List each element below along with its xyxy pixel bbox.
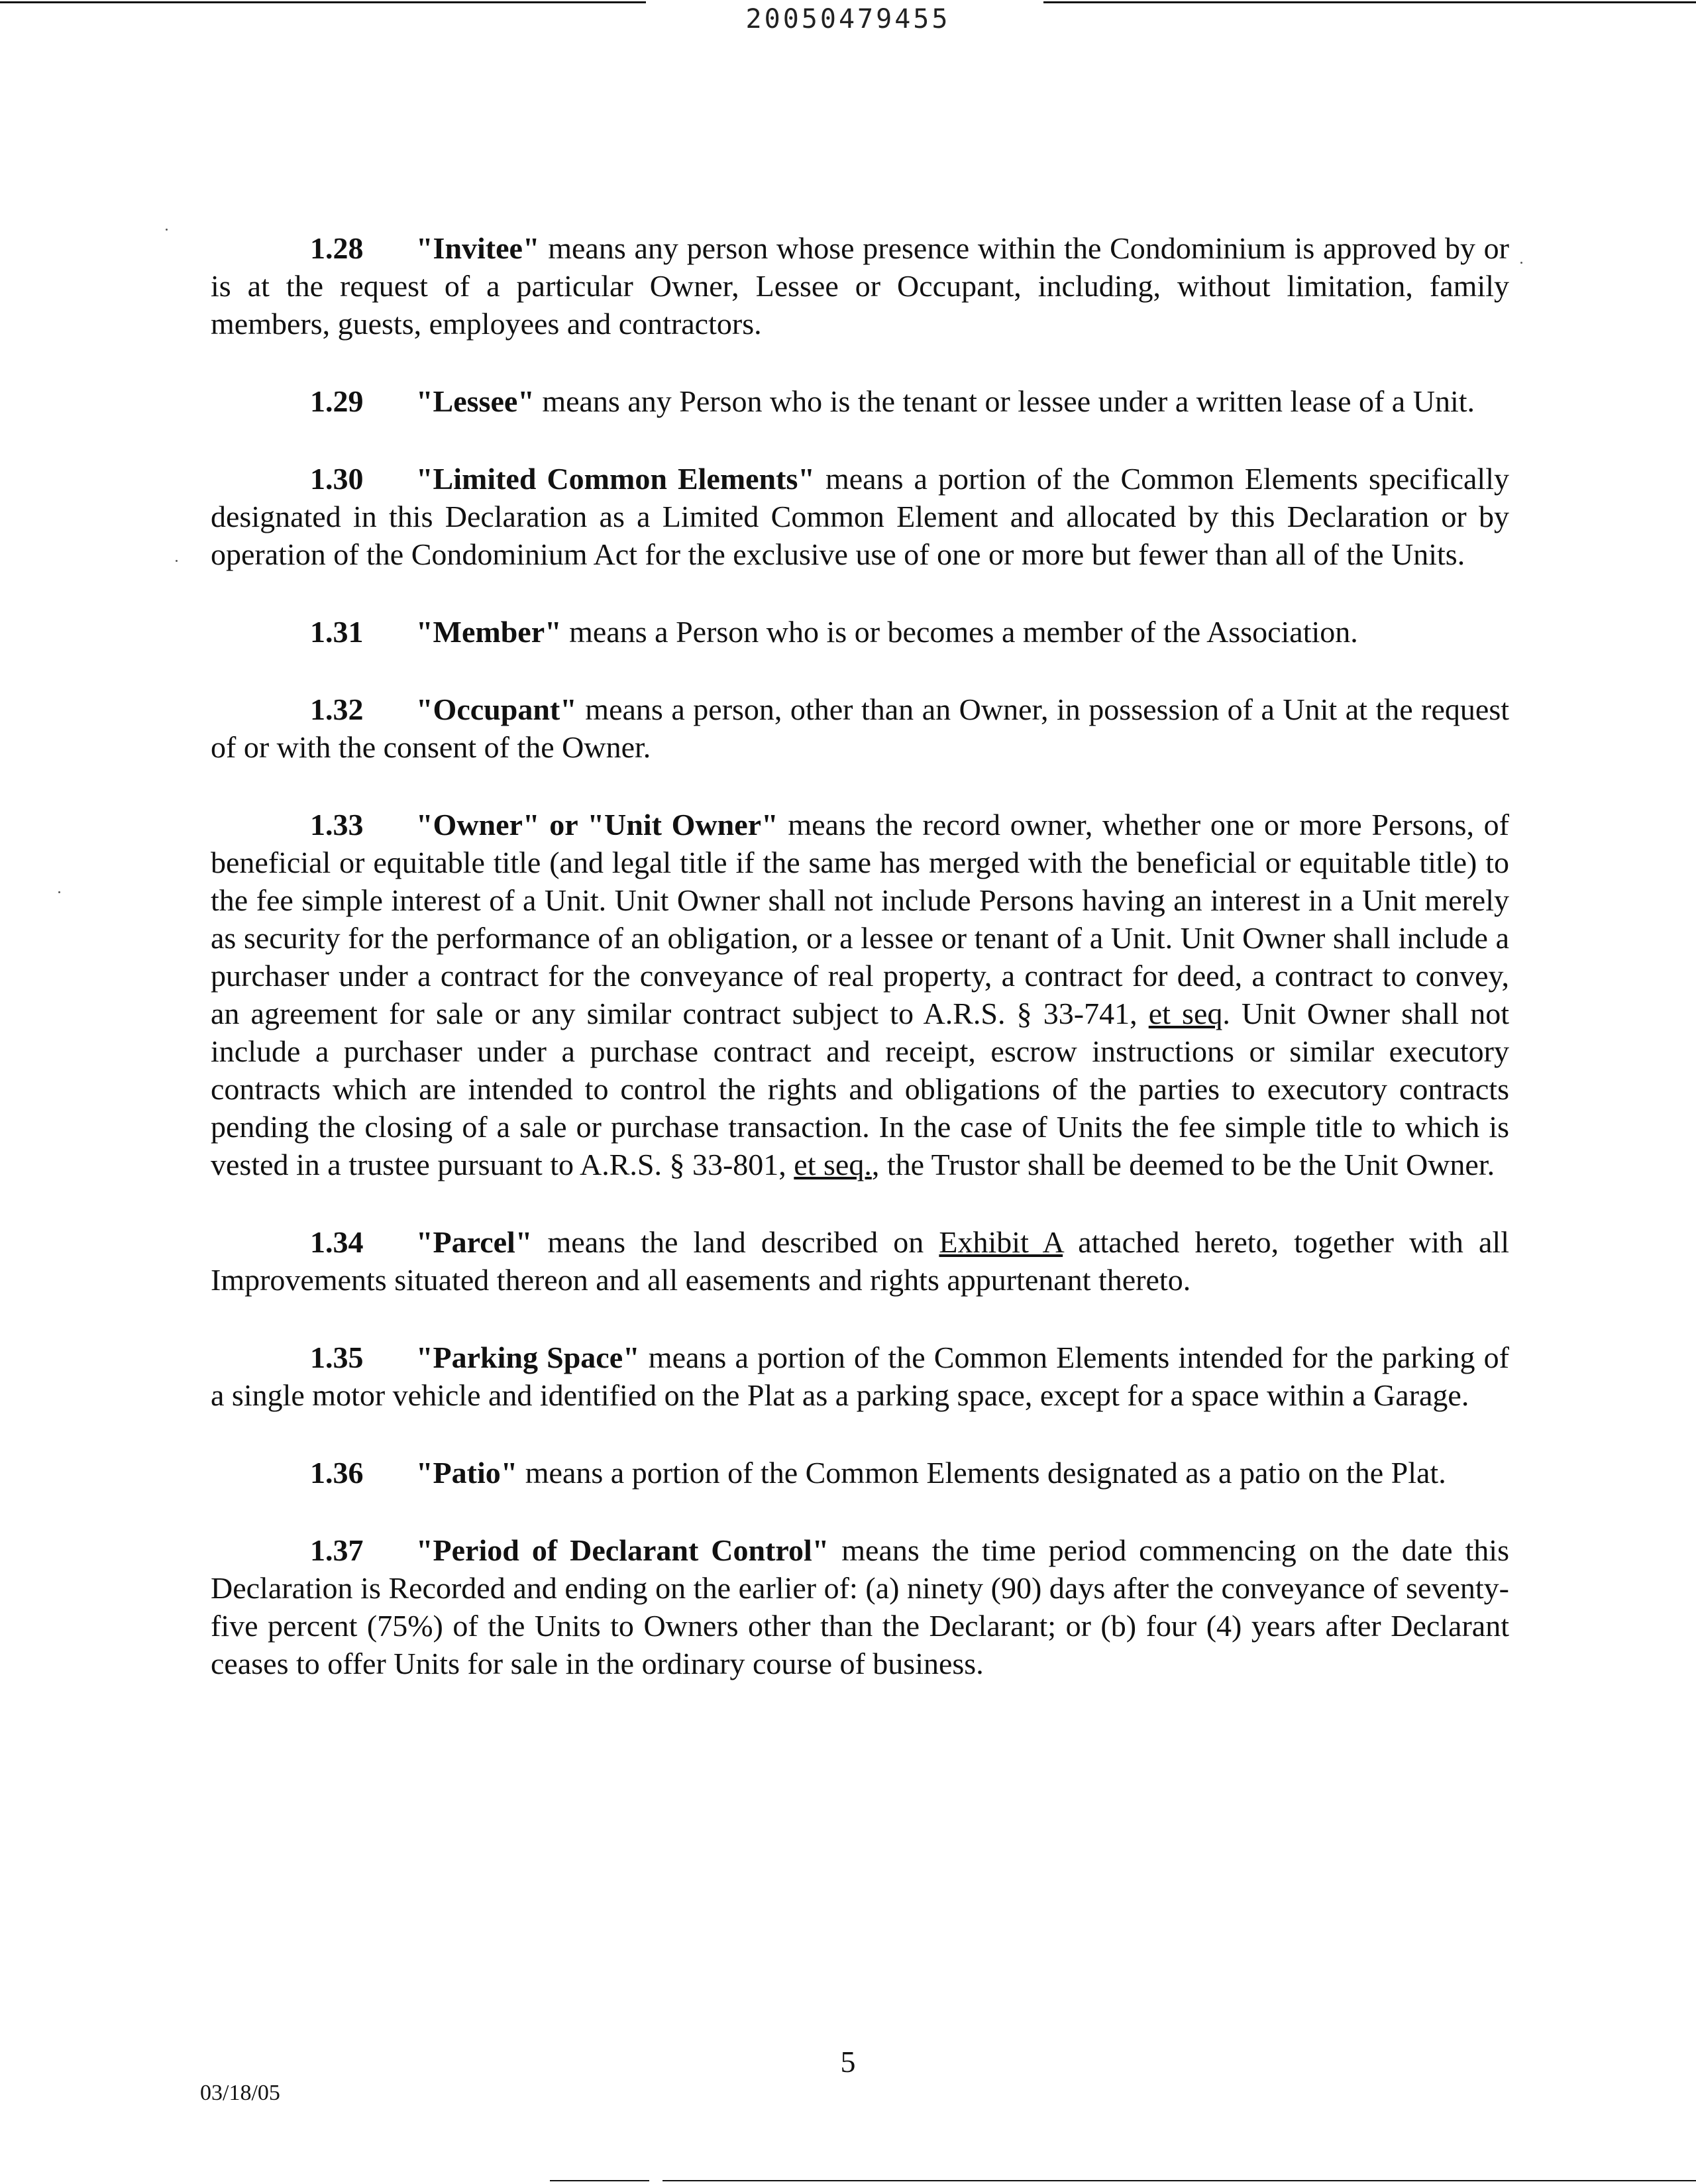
definition-1-32: 1.32 "Occupant" means a person, other than an Owner, in possession of a Unit at the request of or with the consent of the Owner. [211, 692, 1509, 764]
document-body [211, 199, 1509, 1722]
definition-1-30: 1.30 "Limited Common Elements" means a portion of the Common Elements specifically designated in this Declaration as a Limited Common Element and allocated by this Declaration or by operation of the Condominium Act for the exclusive use of one or more but fewer than all of the Units. [211, 462, 1509, 571]
definition-1-33: 1.33 "Owner" or "Unit Owner" means the record owner, whether one or more Persons, of beneficial or equitable title (and legal title if the same has merged with the beneficial or equitable title) to the fee simple interest of a Unit. Unit Owner shall not include Persons having an interest in a Unit merely as security for the performance of an obligation, or a lessee or tenant of a Unit. Unit Owner shall include a purchaser under a contract for the conveyance of real property, a contract for deed, a contract to convey, an agreement for sale or any similar contract subject to A.R.S. § 33-741, et seq. Unit Owner shall not include a purchaser under a purchase contract and receipt, escrow instructions or similar executory contracts which are intended to control the rights and obligations of the parties to executory contracts pending the closing of a sale or purchase transaction. In the case of Units the fee simple title to which is vested in a trustee pursuant to A.R.S. § 33-801, et seq., the Trustor shall be deemed to be the Unit Owner. [211, 808, 1509, 1181]
page-number: 5 [840, 2045, 856, 2079]
footer-date: 03/18/05 [200, 2081, 280, 2105]
scan-speck [58, 891, 60, 893]
top-rule-left [0, 1, 646, 3]
definition-1-36: 1.36 "Patio" means a portion of the Common Elements designated as a patio on the Plat. [310, 1456, 1446, 1490]
definition-1-28: 1.28 "Invitee" means any person whose presence within the Condominium is approved by or is at the request of a particular Owner, Lessee or Occupant, including, without limitation, family members, guests, employees and contractors. [211, 231, 1509, 341]
exhibit-a-reference: Exhibit A [939, 1225, 1063, 1259]
top-rule-right [1043, 1, 1696, 3]
scan-speck [176, 560, 178, 562]
document-number: 20050479455 [745, 4, 951, 34]
definition-1-34: 1.34 "Parcel" means the land described on Exhibit A attached hereto, together with all Improvements situated thereon and all easements and rights appurtenant thereto. [211, 1225, 1509, 1297]
scan-speck [166, 229, 168, 231]
definition-1-37: 1.37 "Period of Declarant Control" means the time period commencing on the date this Declaration is Recorded and ending on the earlier of: (a) ninety (90) days after the conveyance of seventy-five percent (75%) of the Units to Owners other than the Declarant; or (b) four (4) years after Declarant ceases to offer Units for sale in the ordinary course of business. [211, 1533, 1509, 1680]
definition-1-35: 1.35 "Parking Space" means a portion of the Common Elements intended for the parking of a single motor vehicle and identified on the Plat as a parking space, except for a space within a Garage. [211, 1340, 1509, 1412]
bottom-rule-left [550, 2180, 649, 2181]
bottom-rule-right [662, 2180, 1696, 2181]
definition-1-31: 1.31 "Member" means a Person who is or becomes a member of the Association. [310, 615, 1358, 649]
definition-1-29: 1.29 "Lessee" means any Person who is the tenant or lessee under a written lease of a Unit. [310, 384, 1475, 418]
scan-speck [1520, 262, 1522, 264]
